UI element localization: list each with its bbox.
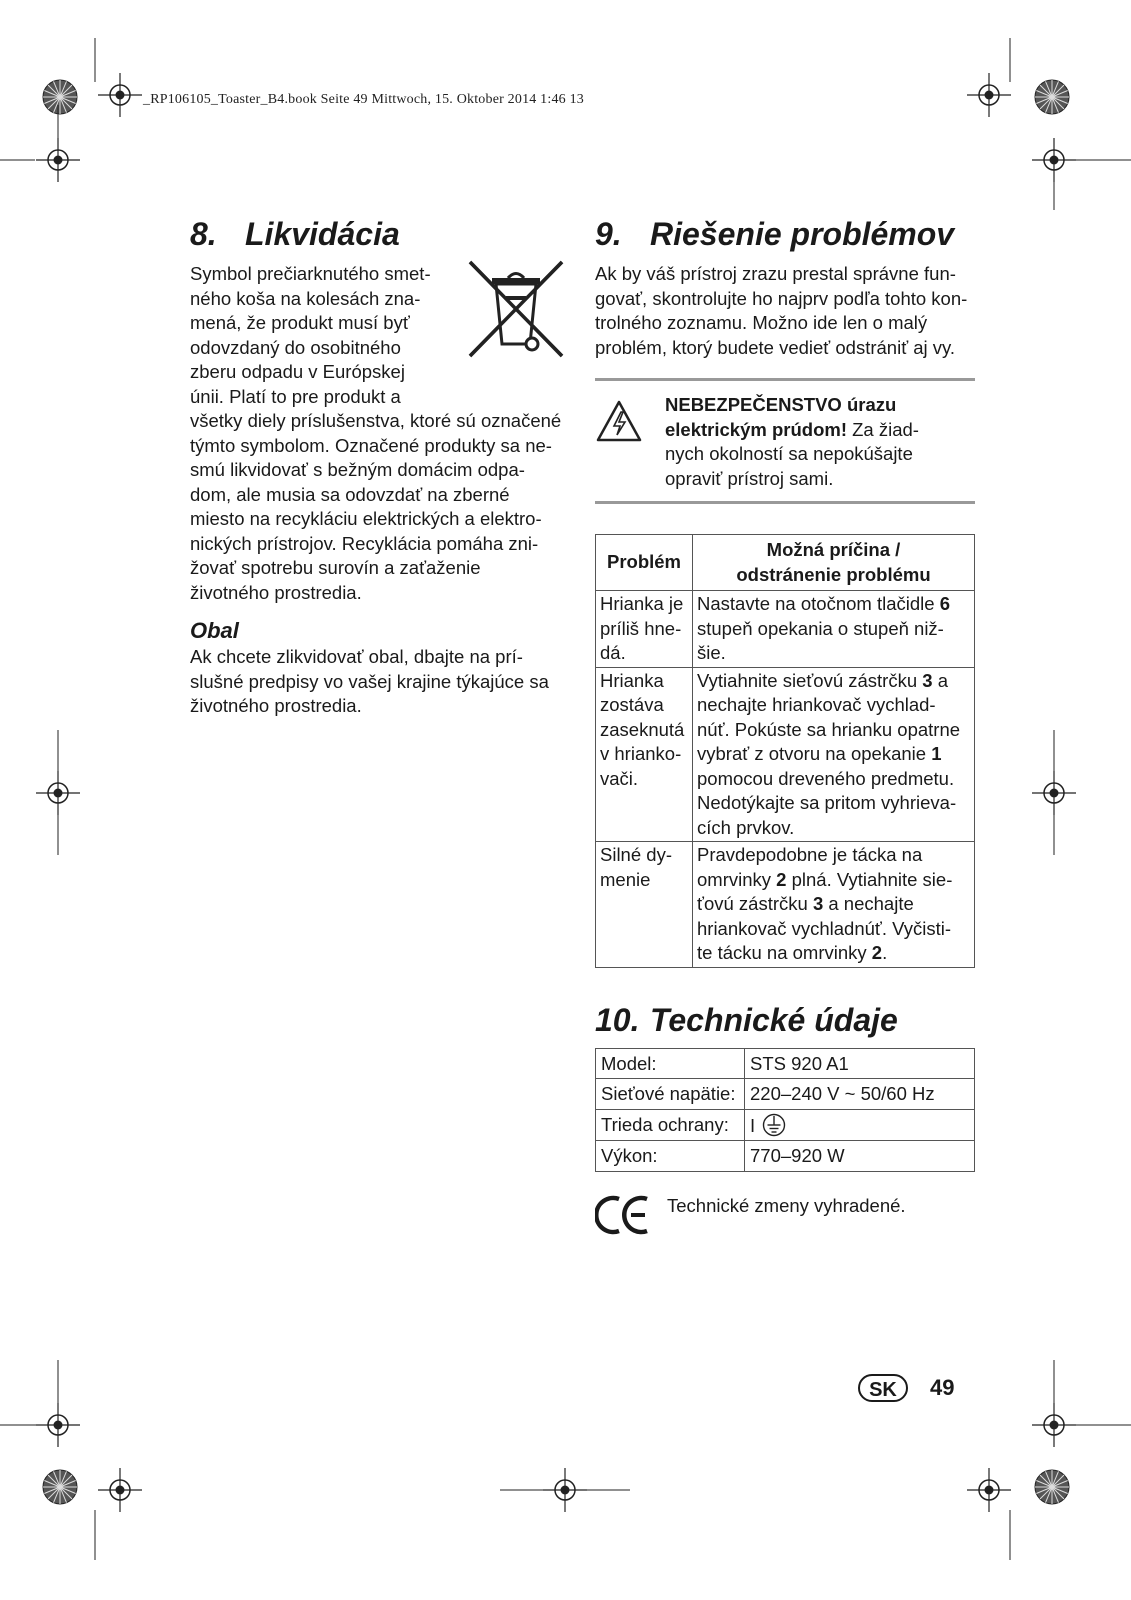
disposal-heading: 8. Likvidácia	[190, 216, 400, 252]
problem-cell: Hrianka je príliš hne- dá.	[596, 591, 693, 668]
electric-shock-warning	[595, 378, 975, 504]
problem-cell: Hrianka zostáva zaseknutá v hrianko- vači.	[596, 667, 693, 842]
page-number: 49	[930, 1375, 955, 1400]
cause-column-header: Možná príčina / odstránenie problému	[693, 535, 975, 591]
troubleshooting-heading: 9. Riešenie problémov	[595, 216, 955, 252]
crossed-bin-icon	[466, 258, 566, 360]
disposal-text: Symbol prečiarknutého smet- ného koša na kolesách zna- mená, že produkt musí byť odovzdaný do osobitného zberu odpadu v Európskej únii. Platí to pre produkt a všetky diely príslušenstva, ktoré sú označené týmto symbolom. Označené produkty sa ne- smú likvidovať s bežným domácim odpa- dom, ale musia sa odovzdať na zberné miesto na recykláciu elektrických a elektro- nických prístrojov. Recyklácia pomáha zni- žovať spotrebu surovín a zaťaženie životného prostredia.	[190, 263, 562, 603]
table-row	[596, 667, 975, 842]
spec-label: Model:	[596, 1048, 745, 1079]
troubleshooting-table	[595, 534, 975, 968]
page-footer	[858, 1374, 954, 1402]
spec-value: I	[745, 1109, 975, 1141]
spec-label: Sieťové napätie:	[596, 1079, 745, 1110]
troubleshooting-intro: Ak by váš prístroj zrazu prestal správne fun- govať, skontrolujte ho najprv podľa tohto kon- trolného zoznamu. Možno ide len o malý problém, ktorý budete vedieť odstrániť aj vy.	[595, 263, 968, 358]
problem-cell: Silné dy- menie	[596, 842, 693, 968]
problem-column-header: Problém	[596, 535, 693, 591]
table-row	[596, 1109, 975, 1141]
spec-label: Trieda ochrany:	[596, 1109, 745, 1141]
spec-value: 770–920 W	[745, 1141, 975, 1172]
table-row	[596, 842, 975, 968]
warning-text: NEBEZPEČENSTVO úrazu elektrickým prúdom! Za žiad- nych okolností sa nepokúšajte opraviť prístroj sami.	[665, 394, 919, 489]
troubleshooting-section	[595, 214, 975, 1241]
ce-mark-icon	[595, 1194, 651, 1236]
table-row	[596, 1141, 975, 1172]
country-code-badge: SK	[858, 1374, 908, 1402]
spec-label: Výkon:	[596, 1141, 745, 1172]
table-row	[596, 1079, 975, 1110]
high-voltage-warning-icon	[595, 399, 643, 443]
table-row	[596, 591, 975, 668]
technical-heading: 10. Technické údaje	[595, 1001, 898, 1038]
spec-value: STS 920 A1	[745, 1048, 975, 1079]
protective-earth-icon	[762, 1113, 786, 1137]
cause-cell: Pravdepodobne je tácka na omrvinky 2 plná. Vytiahnite sie- ťovú zástrčku 3 a nechajte hriankovač vychladnúť. Vyčisti- te tácku na omrvinky 2.	[693, 842, 975, 968]
ce-notice	[595, 1194, 975, 1241]
cause-cell: Nastavte na otočnom tlačidle 6 stupeň opekania o stupeň niž- šie.	[693, 591, 975, 668]
print-header: _RP106105_Toaster_B4.book Seite 49 Mittwoch, 15. Oktober 2014 1:46 13	[143, 92, 584, 107]
packaging-heading: Obal	[190, 618, 239, 643]
technical-data-table	[595, 1048, 975, 1172]
spec-value: 220–240 V ~ 50/60 Hz	[745, 1079, 975, 1110]
table-row	[596, 1048, 975, 1079]
packaging-text: Ak chcete zlikvidovať obal, dbajte na prí- slušné predpisy vo vašej krajine týkajúce sa životného prostredia.	[190, 646, 549, 716]
technical-changes-note: Technické zmeny vyhradené.	[667, 1194, 906, 1216]
table-header-row	[596, 535, 975, 591]
disposal-section	[190, 214, 570, 719]
cause-cell: Vytiahnite sieťovú zástrčku 3 a nechajte hriankovač vychlad- núť. Pokúste sa hrianku opatrne vybrať z otvoru na opekanie 1 pomocou dreveného predmetu. Nedotýkajte sa pritom vyhrieva- cích prvkov.	[693, 667, 975, 842]
